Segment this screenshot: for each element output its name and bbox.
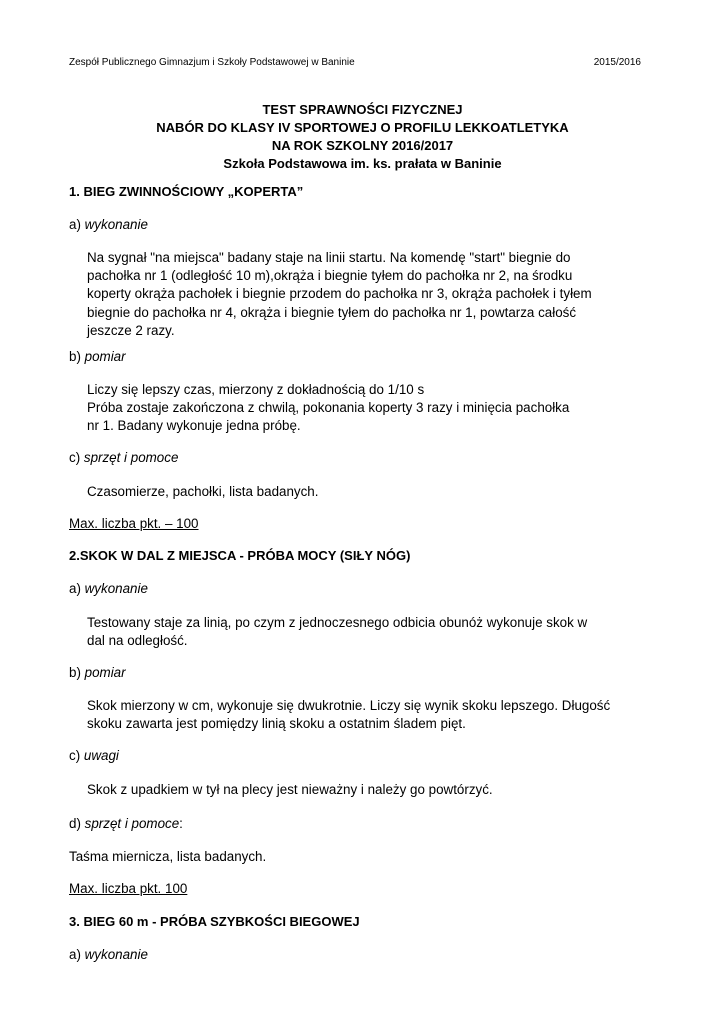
page-header [69, 57, 641, 68]
s2-d-text: Taśma miernicza, lista badanych. [69, 849, 267, 864]
title-line-2: NABÓR DO KLASY IV SPORTOWEJ O PROFILU LEKKOATLETYKA [156, 120, 569, 135]
s2-a-text: Testowany staje za linią, po czym z jednoczesnego odbicia obunóż wykonuje skok w dal na odległość. [87, 615, 588, 649]
section-1-heading: 1. BIEG ZWINNOŚCIOWY „KOPERTA” [69, 184, 304, 199]
section-2-heading: 2.SKOK W DAL Z MIEJSCA - PRÓBA MOCY (SIŁY NÓG) [69, 548, 411, 563]
s1-c-text: Czasomierze, pachołki, lista badanych. [87, 484, 319, 499]
s1-a-text: Na sygnał "na miejsca" badany staje na linii startu. Na komendę "start" biegnie do pachołka nr 1 (odległość 10 m),okrąża i biegnie tyłem do pachołka nr 2, na środku koperty okrąża pachołek i biegnie przodem do pachołka nr 3, okrąża pachołek i tyłem biegnie do pachołka nr 4, okrąża i biegnie tyłem do pachołka nr 1, powtarza całość jeszcze 2 razy. [87, 250, 592, 338]
document-title [0, 101, 725, 173]
title-line-3: NA ROK SZKOLNY 2016/2017 [271, 138, 454, 153]
s1-b-text: Liczy się lepszy czas, mierzony z dokładnością do 1/10 s Próba zostaje zakończona z chwilą, pokonania koperty 3 razy i minięcia pachołka nr 1. Badany wykonuje jedna próbę. [87, 382, 570, 434]
s2-c-label: c) uwagi [69, 748, 119, 763]
s2-b-text: Skok mierzony w cm, wykonuje się dwukrotnie. Liczy się wynik skoku lepszego. Długość skoku zawarta jest pomiędzy linią skoku a ostatnim śladem pięt. [87, 698, 611, 732]
s3-a-label: a) wykonanie [69, 947, 148, 962]
title-line-4: Szkoła Podstawowa im. ks. prałata w Baninie [223, 156, 502, 171]
s1-b-label: b) pomiar [69, 349, 126, 364]
s2-a-label: a) wykonanie [69, 581, 148, 596]
section-3-heading: 3. BIEG 60 m - PRÓBA SZYBKOŚCI BIEGOWEJ [69, 914, 360, 929]
s1-max-points: Max. liczba pkt. – 100 [69, 516, 199, 531]
s1-a-label: a) wykonanie [69, 217, 148, 232]
s2-max-points: Max. liczba pkt. 100 [69, 881, 188, 896]
title-line-1: TEST SPRAWNOŚCI FIZYCZNEJ [262, 102, 463, 117]
header-year: 2015/2016 [593, 57, 641, 68]
s1-c-label: c) sprzęt i pomoce [69, 450, 179, 465]
s2-b-label: b) pomiar [69, 665, 126, 680]
s2-d-label: d) sprzęt i pomoce: [69, 816, 183, 831]
header-school: Zespół Publicznego Gimnazjum i Szkoły Podstawowej w Baninie [69, 57, 355, 68]
s2-c-text: Skok z upadkiem w tył na plecy jest nieważny i należy go powtórzyć. [87, 782, 493, 797]
